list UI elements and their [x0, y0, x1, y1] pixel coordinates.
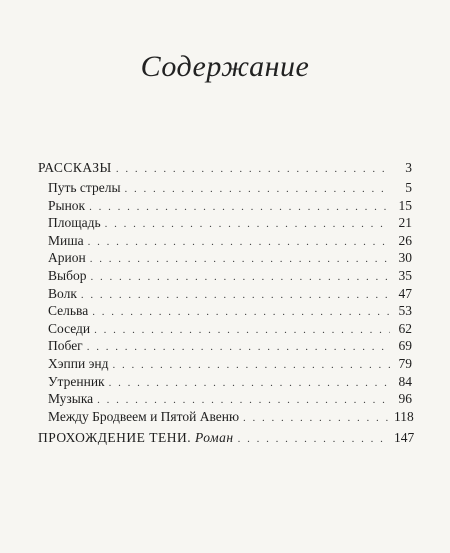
toc-leader-dots [109, 375, 390, 391]
toc-leader-dots [97, 392, 390, 408]
toc-entry [48, 250, 412, 266]
toc-entry-label: Между Бродвеем и Пятой Авеню [48, 408, 240, 424]
toc-leader-dots [116, 161, 390, 177]
toc-novel-genre: Роман [195, 430, 234, 445]
toc-leader-dots [94, 322, 390, 338]
toc-page-number: 26 [398, 232, 412, 248]
toc-entry [48, 321, 412, 337]
toc-entry-label: Побег [48, 338, 83, 354]
toc-leader-dots [88, 234, 390, 250]
toc-novel-label [38, 430, 234, 446]
toc-leader-dots [89, 199, 390, 215]
toc-entry [48, 268, 412, 284]
toc-entry [48, 180, 412, 196]
toc-entry-label: Миша [48, 232, 84, 248]
toc-entry [48, 409, 412, 425]
toc-page-number: 35 [398, 268, 412, 283]
toc-page-number: 79 [398, 356, 412, 371]
toc-entry-label: Площадь [48, 215, 101, 231]
toc-leader-dots [81, 287, 390, 303]
toc-page-number: 118 [394, 408, 414, 424]
toc-section-stories [38, 160, 412, 176]
toc-leader-dots [243, 410, 390, 426]
toc-entry-label: Арион [48, 250, 86, 266]
toc-leader-dots [112, 357, 390, 373]
toc-entry [48, 391, 412, 407]
toc-leader-dots [238, 431, 390, 447]
toc-entry [48, 338, 412, 354]
toc-entry-label: Волк [48, 285, 77, 301]
toc-page-number: 30 [398, 250, 412, 266]
toc-entry-label: Сельва [48, 303, 89, 319]
toc-page-number: 5 [405, 180, 412, 195]
toc-leader-dots [90, 251, 390, 267]
toc-entry-label: Выбор [48, 268, 87, 283]
toc-entry-label: Хэппи энд [48, 356, 109, 371]
toc-leader-dots [105, 216, 390, 232]
toc-page-number: 3 [405, 160, 412, 175]
toc-page-number: 53 [398, 303, 412, 319]
toc-section-label: РАССКАЗЫ [38, 160, 112, 175]
toc-entry-label: Путь стрелы [48, 180, 121, 195]
toc-leader-dots [87, 339, 390, 355]
toc-entry [48, 356, 412, 372]
toc-page-number: 96 [398, 391, 412, 407]
toc-leader-dots [92, 304, 390, 320]
toc-entry [48, 233, 412, 249]
toc-page-number: 69 [398, 338, 412, 354]
toc-page-number: 62 [398, 320, 412, 336]
toc-novel-title: ПРОХОЖДЕНИЕ ТЕНИ. [38, 430, 192, 445]
toc-page-number: 21 [398, 215, 412, 231]
toc-entry-label: Соседи [48, 320, 91, 336]
toc-entry [48, 286, 412, 302]
page-title: Содержание [140, 50, 310, 83]
toc-page-number: 47 [398, 285, 412, 301]
toc-page-number: 147 [394, 430, 415, 445]
toc-entry-label: Музыка [48, 391, 94, 407]
toc-page-number: 84 [398, 373, 412, 389]
toc-entry [48, 198, 412, 214]
toc-page-number: 15 [398, 197, 412, 213]
toc-leader-dots [125, 181, 390, 197]
toc-entry-label: Рынок [48, 197, 86, 213]
toc-entry [48, 215, 412, 231]
toc-entry-label: Утренник [48, 373, 105, 389]
toc-leader-dots [90, 269, 390, 285]
toc-section-novel [38, 430, 415, 446]
toc-entry [48, 374, 412, 390]
toc-entry [48, 303, 412, 319]
